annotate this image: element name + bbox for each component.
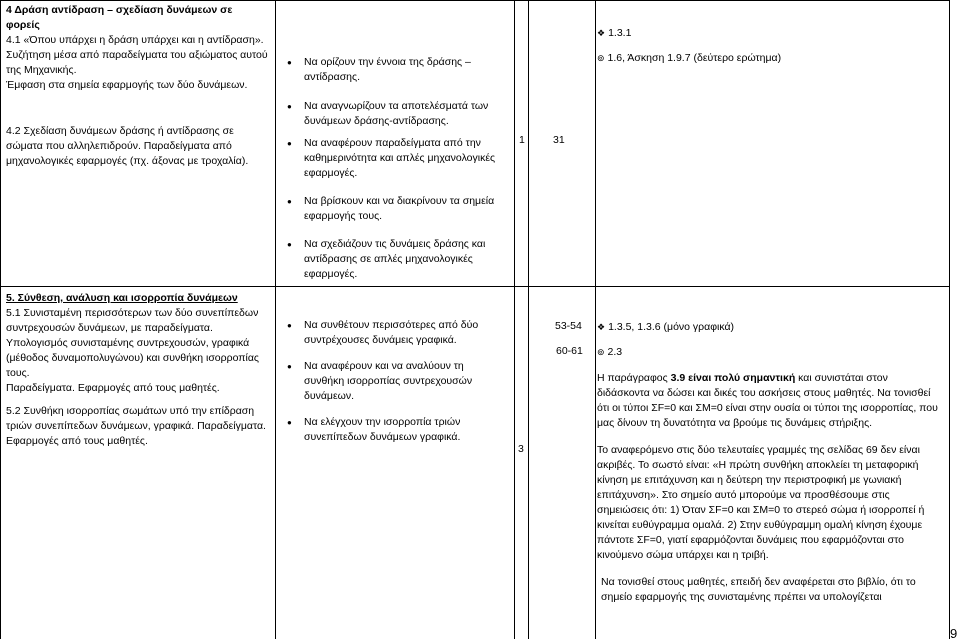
exercise-reference: ⊚ 2.3 [597,346,623,358]
list-item: ● Να βρίσκουν και να διακρίνουν τα σημεία εφαρμογής τους. [292,194,504,224]
section-heading: 5. Σύνθεση, ανάλυση και ισορροπία δυνάμεων [6,292,238,304]
teacher-note: Το αναφερόμενο στις δύο τελευταίες γραμμές της σελίδας 69 δεν είναι ακριβές. Το σωστό είναι: «Η πρώτη συνθήκη αποκλείει τη μεταφορική κίνηση με επιτάχυνση και η δεύτερη την περιστροφική με γωνιακή επιτάχυνση». Στο σημείο αυτό μπορούμε να προσθέσουμε στις σημειώσεις ότι: 1) Όταν ΣF=0 και ΣM=0 το στερεό σώμα ή ισορροπεί ή κινείται ευθύγραμμα ομαλά. 2) Στην ευθύγραμμη ομαλή κίνηση έχουμε πάντοτε ΣF=0, γιατί εφαρμόζονται δυνάμεις που εφαρμόζονται στο κινούμενο σώμα υπάρχει και η τριβή. [597,444,925,561]
column-divider-1 [275,0,276,639]
hours-value: 1 [519,134,525,146]
section-text: 5.2 Συνθήκη ισορροπίας σωμάτων υπό την επίδραση τριών συνεπίπεδων δυνάμεων, γραφικά. Παραδείγματα. Εφαρμογές από τους μαθητές. [6,405,266,447]
section-text: Παραδείγματα. Εφαρμογές από τους μαθητές. [6,382,220,394]
exercise-reference: ⊚ 1.6, Άσκηση 1.9.7 (δεύτερο ερώτημα) [597,52,782,64]
hours-value: 3 [518,443,524,455]
page-number: 9 [950,626,958,641]
table-top-border [0,0,949,1]
pages-value: 53-54 [555,320,582,332]
book-reference: ❖ 1.3.5, 1.3.6 (μόνο γραφικά) [597,321,735,333]
row2-content-cell [6,291,270,449]
exercise-icon: ⊚ [597,347,605,357]
objectives-list [292,318,504,445]
pages-value: 60-61 [556,345,583,357]
list-item: ● Να αναφέρουν παραδείγματα από την καθημερινότητα και απλές μηχανολογικές εφαρμογές. [292,136,504,181]
section-text: 5.1 Συνισταμένη περισσότερων των δύο συνεπίπεδων συντρεχουσών δυνάμεων, με παραδείγματα. Υπολογισμός συνισταμένης συντρεχουσών, γραφικά (μέθοδος δυναμοπολυγώνου) και συνθήκη ισορροπίας τους. [6,307,259,379]
column-divider-2 [514,0,515,639]
row-divider [0,286,949,287]
book-icon: ❖ [597,322,606,332]
exercise-icon: ⊚ [597,53,605,63]
table-right-border [949,0,950,639]
list-item: ● Να αναγνωρίζουν τα αποτελέσματά των δυνάμεων δράσης-αντίδρασης. [292,99,504,129]
list-item: ● Να ορίζουν την έννοια της δράσης – αντίδρασης. [292,55,504,85]
section-heading: 4 Δράση αντίδραση – σχεδίαση δυνάμεων σε φορείς [6,4,233,31]
list-item: ● Να σχεδιάζουν τις δυνάμεις δράσης και αντίδρασης σε απλές μηχανολογικές εφαρμογές. [292,237,504,282]
section-text: Συζήτηση μέσα από παραδείγματα του αξιώματος αυτού της Μηχανικής. [6,49,268,76]
pages-value: 31 [553,134,565,146]
row1-content-cell-2 [6,124,268,169]
table-left-border [0,0,1,639]
column-divider-3 [528,0,529,639]
row1-references-cell [597,26,942,66]
row2-objectives-cell [292,318,504,445]
list-item: ● Να συνθέτουν περισσότερες από δύο συντρέχουσες δυνάμεις γραφικά. [292,318,504,348]
book-icon: ❖ [597,28,606,38]
section-text: 4.2 Σχεδίαση δυνάμεων δράσης ή αντίδρασης σε σώματα που αλληλεπιδρούν. Παραδείγματα από μηχανολογικές εφαρμογές (πχ. άξονας με τροχαλία). [6,125,249,167]
section-text: 4.1 «Όπου υπάρχει η δράση υπάρχει και η αντίδραση». [6,34,264,46]
list-item: ● Να ελέγχουν την ισορροπία τριών συνεπίπεδων δυνάμεων γραφικά. [292,415,504,445]
teacher-note: Η παράγραφος 3.9 είναι πολύ σημαντική και συνιστάται στον διδάσκοντα να δώσει και δικές του ασκήσεις στους μαθητές. Να τονισθεί ότι οι τύποι ΣF=0 και ΣM=0 είναι στην ουσία οι τύποι της ισορροπίας, που μας δίνουν τη δυνατότητα να βρούμε τις δυνάμεις στήριξης. [597,372,938,429]
row1-objectives-cell [292,55,504,282]
section-text: Έμφαση στα σημεία εφαρμογής των δύο δυνάμεων. [6,79,248,91]
list-item: ● Να αναφέρουν και να αναλύουν τη συνθήκη ισορροπίας συντρεχουσών δυνάμεων. [292,359,504,404]
column-divider-4 [595,0,596,639]
row1-content-cell [6,3,268,93]
objectives-list [292,55,504,282]
teacher-note: Να τονισθεί στους μαθητές, επειδή δεν αναφέρεται στο βιβλίο, ότι το σημείο εφαρμογής της συνισταμένης πρέπει να υπολογίζεται [601,576,916,603]
row2-references-cell [597,320,942,605]
book-reference: ❖ 1.3.1 [597,27,632,39]
